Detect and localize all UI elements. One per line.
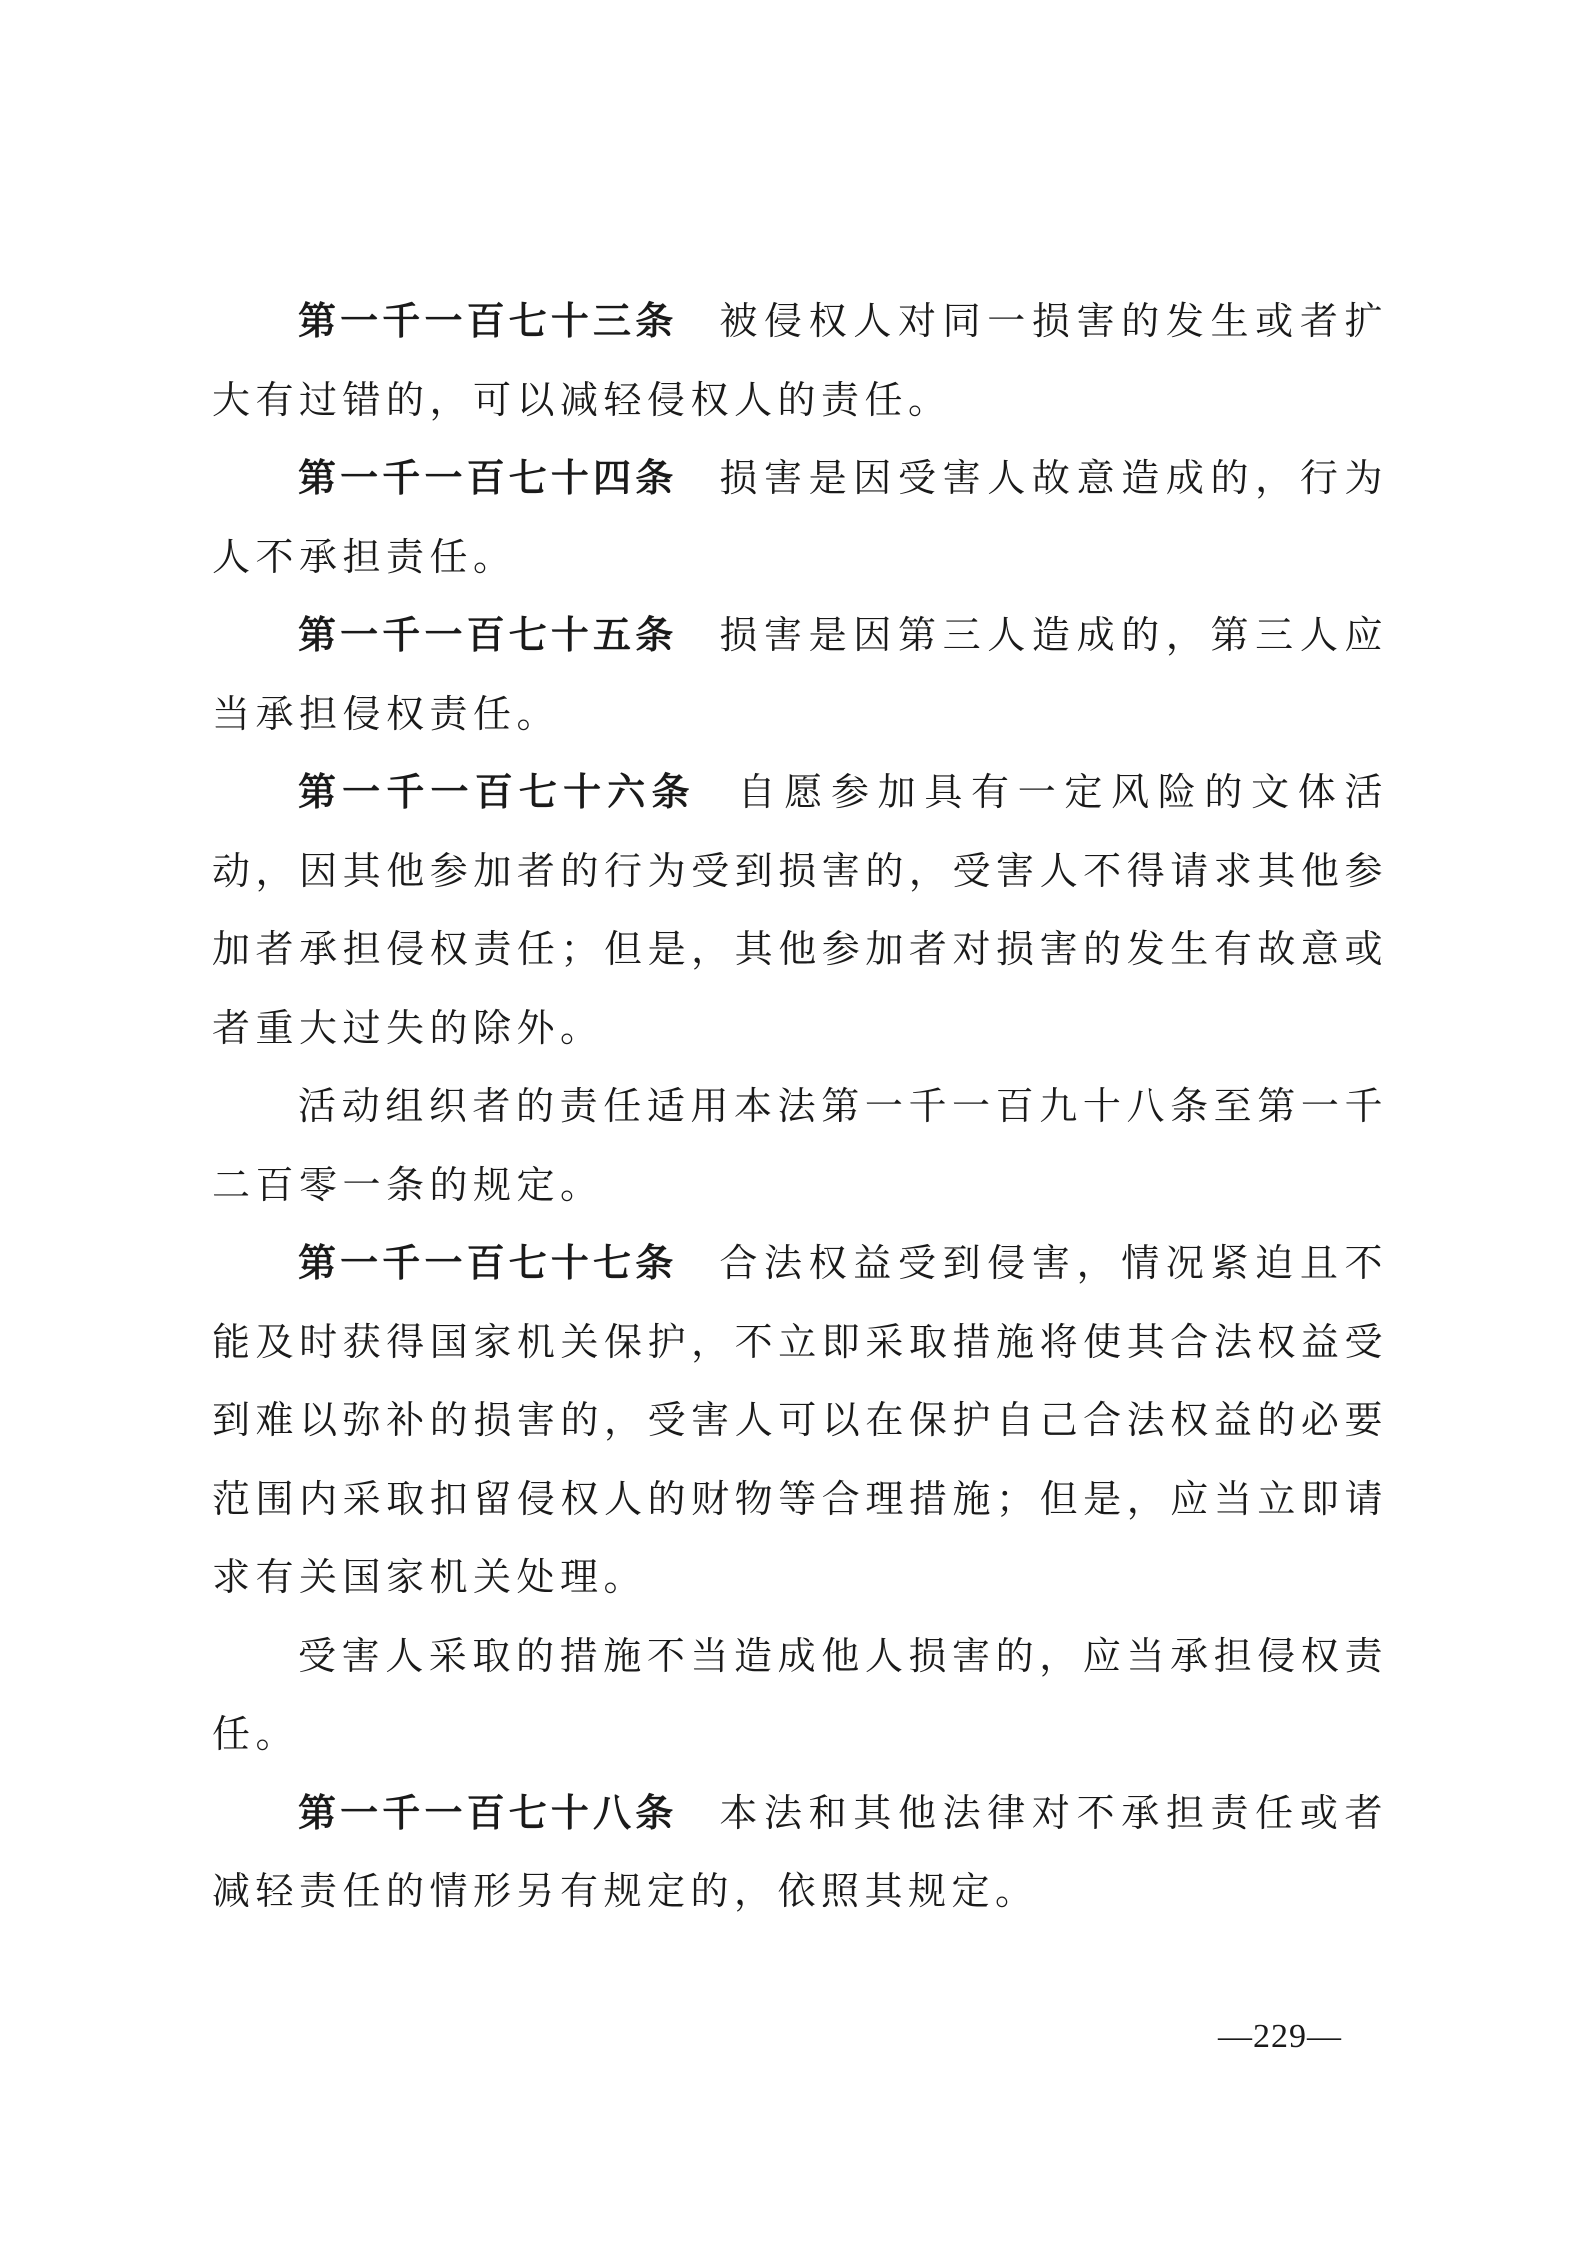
clause-text: 活动组织者的责任适用本法第一千一百九十八条至第一千二百零一条的规定。 — [212, 1084, 1388, 1207]
article-text: 本法和其他法律对不承担责任或者减轻责任的情形另有规定的，依照其规定。 — [212, 1790, 1388, 1913]
article-heading: 第一千一百七十八条 — [298, 1790, 678, 1835]
paragraph-article-1176 — [212, 753, 1388, 1067]
article-text: 自愿参加具有一定风险的文体活动，因其他参加者的行为受到损害的，受害人不得请求其他参加者承担侵权责任；但是，其他参加者对损害的发生有故意或者重大过失的除外。 — [212, 770, 1388, 1050]
article-heading: 第一千一百七十六条 — [298, 770, 696, 814]
paragraph-article-1175 — [212, 596, 1388, 753]
article-heading: 第一千一百七十七条 — [298, 1241, 678, 1285]
clause-text: 受害人采取的措施不当造成他人损害的，应当承担侵权责任。 — [212, 1633, 1388, 1756]
paragraph-article-1176-clause-2 — [212, 1067, 1388, 1224]
article-text: 损害是因受害人故意造成的，行为人不承担责任。 — [212, 456, 1388, 579]
paragraph-article-1177-clause-2 — [212, 1617, 1388, 1774]
paragraph-article-1173 — [212, 282, 1388, 439]
article-text: 被侵权人对同一损害的发生或者扩大有过错的，可以减轻侵权人的责任。 — [212, 299, 1388, 422]
article-text: 损害是因第三人造成的，第三人应当承担侵权责任。 — [212, 613, 1388, 736]
paragraph-article-1178 — [212, 1774, 1388, 1931]
article-text: 合法权益受到侵害，情况紧迫且不能及时获得国家机关保护，不立即采取措施将使其合法权益受到难以弥补的损害的，受害人可以在保护自己合法权益的必要范围内采取扣留侵权人的财物等合理措施；但是，应当立即请求有关国家机关处理。 — [212, 1241, 1388, 1599]
paragraph-article-1177 — [212, 1224, 1388, 1617]
article-heading: 第一千一百七十三条 — [298, 299, 678, 343]
page-number: —229— — [1218, 2018, 1342, 2055]
document-body — [212, 282, 1388, 1931]
article-heading: 第一千一百七十五条 — [298, 613, 678, 657]
article-heading: 第一千一百七十四条 — [298, 456, 678, 500]
paragraph-article-1174 — [212, 439, 1388, 596]
